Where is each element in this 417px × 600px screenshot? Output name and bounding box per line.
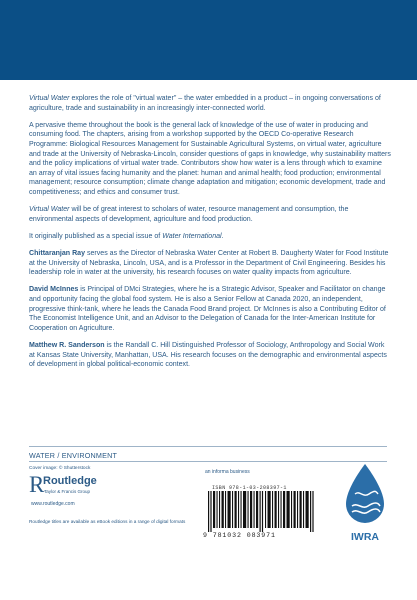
editor-bio-mcinnes: David McInnes is Principal of DMci Strategies, where he is a Strategic Advisor, Speaker and Facilitator on change and opportunity facing the global food system. He is also a Senior Fellow at Canada 2020, an independent, progressive think-tank, where he leads the Canada Food Brand project. Dr McInnes is also a Contributing Editor of The Economist Intelligence Unit, and an Advisor to the Delegation of Canada for the Inter-American Institute for Cooperation on Agriculture. bbox=[29, 286, 386, 332]
editor-name: Chittaranjan Ray bbox=[29, 250, 85, 258]
routledge-logo bbox=[29, 474, 119, 510]
audience-paragraph: Virtual Water will be of great interest to scholars of water, resource management and consumption, the environmental aspects of development, agriculture and food production. bbox=[29, 206, 349, 223]
isbn-text: ISBN 978-1-03-208397-1 bbox=[212, 485, 287, 491]
book-title-italic: Virtual Water bbox=[29, 206, 70, 214]
top-color-band bbox=[0, 0, 417, 80]
publisher-name: Routledge bbox=[43, 475, 97, 487]
divider-top bbox=[29, 446, 387, 447]
editor-bio-sanderson: Matthew R. Sanderson is the Randall C. Hill Distinguished Professor of Sociology, Anthropology and Social Work at Kansas State University, Manhattan, USA. His research focuses on the demographic and environmental aspects of development in global political-economic context. bbox=[29, 342, 387, 369]
water-drop-icon bbox=[342, 462, 388, 532]
informa-tagline: an informa business bbox=[205, 469, 250, 475]
publication-note: It originally published as a special issue of Water International. bbox=[29, 232, 224, 240]
theme-paragraph: A pervasive theme throughout the book is the general lack of knowledge of the use of water in producing and consuming food. The chapters, arising from a workshop supported by the OECD Co-operative Research Programme: Biological Resources Management for Sustainable Agricultural Systems, on virtual water, agriculture and trade at the University of Nebraska-Lincoln, consider questions of gaps in knowledge, why sustainability matters and the policy implications of virtual water trade. Contributors show how water is a lens through which to examine an array of vital issues facing humanity and the planet: human and animal health; food production; environmental management; resource consumption; climate change adaptation and mitigation; economic development, trade and competitiveness; and ethics and consumer trust. bbox=[29, 121, 391, 196]
subject-category: WATER / ENVIRONMENT bbox=[29, 451, 118, 460]
routledge-r-mark: R bbox=[29, 472, 45, 497]
book-title-italic: Virtual Water bbox=[29, 95, 70, 102]
isbn-barcode bbox=[206, 491, 318, 532]
iwra-logo bbox=[342, 462, 388, 542]
iwra-wordmark: IWRA bbox=[351, 531, 379, 543]
editor-name: David McInnes bbox=[29, 286, 79, 294]
barcode-digits: 9 781032 083971 bbox=[203, 532, 276, 539]
cover-image-credit: Cover image: © Shutterstock bbox=[29, 466, 91, 471]
divider-bottom bbox=[29, 461, 387, 462]
publisher-group: Taylor & Francis Group bbox=[44, 489, 91, 494]
publisher-url: www.routledge.com bbox=[31, 501, 75, 507]
barcode-graphic bbox=[206, 491, 318, 532]
journal-title: Water International bbox=[162, 232, 222, 240]
ebook-note: Routledge titles are available as eBook editions in a range of digital formats bbox=[29, 519, 186, 524]
intro-paragraph: Virtual Water explores the role of "virtual water" – the water embedded in a product – in ongoing conversations of agriculture, trade and sustainability in an increasingly inter-connected world. bbox=[29, 95, 381, 112]
back-cover-blurb bbox=[29, 94, 391, 377]
editor-bio-ray: Chittaranjan Ray serves as the Director of Nebraska Water Center at Robert B. Daugherty Water for Food Institute at the University of Nebraska, Lincoln, USA, and is a Professor in the Department of Civil Engineering. Besides his leadership role in water at the university, his research focuses on water quality impacts from agriculture. bbox=[29, 250, 389, 277]
editor-name: Matthew R. Sanderson bbox=[29, 342, 105, 350]
